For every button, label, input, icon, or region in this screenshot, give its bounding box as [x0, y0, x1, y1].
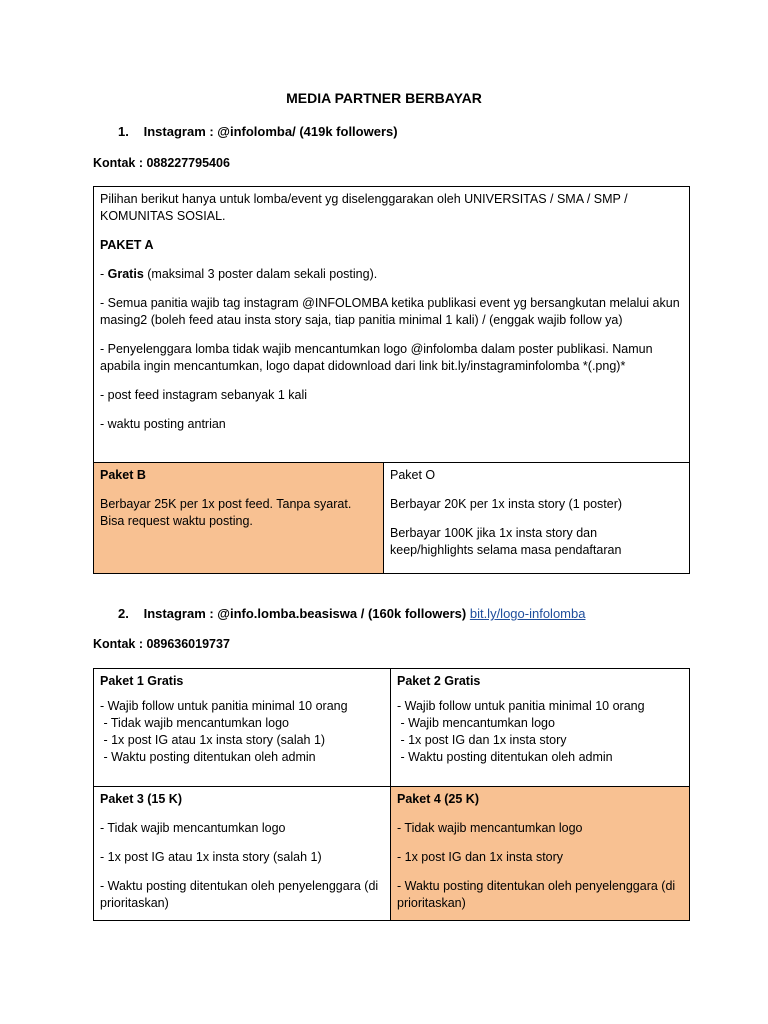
- paket-a-title: PAKET A: [100, 238, 154, 252]
- paket-2-item: - Wajib mencantumkan logo: [397, 716, 555, 730]
- section-1-kontak: Kontak : 088227795406: [93, 156, 230, 170]
- section-1-table: [93, 186, 690, 574]
- paket-a-item-gratis: - Gratis (maksimal 3 poster dalam sekali posting).: [100, 267, 378, 281]
- paket-b-cell: [94, 463, 384, 574]
- paket-4-cell: [391, 787, 690, 921]
- paket-1-item: - Waktu posting ditentukan oleh admin: [100, 750, 316, 764]
- paket-1-item: - 1x post IG atau 1x insta story (salah 1): [100, 733, 326, 747]
- paket-a-intro: Pilihan berikut hanya untuk lomba/event yg diselenggarakan oleh UNIVERSITAS / SMA / SMP / KOMUNITAS SOSIAL.: [100, 192, 628, 223]
- section-1-number: 1.: [118, 124, 129, 139]
- logo-infolomba-link[interactable]: bit.ly/logo-infolomba: [469, 606, 586, 621]
- paket-3-item: - Waktu posting ditentukan oleh penyelenggara (di prioritaskan): [100, 879, 379, 910]
- paket-3-title: Paket 3 (15 K): [100, 792, 182, 806]
- paket-3-cell: [94, 787, 391, 921]
- paket-1-cell: [94, 669, 391, 787]
- paket-2-item: - Waktu posting ditentukan oleh admin: [397, 750, 613, 764]
- paket-4-item: - Waktu posting ditentukan oleh penyelenggara (di prioritaskan): [397, 879, 676, 910]
- paket-3-item: - 1x post IG atau 1x insta story (salah 1): [100, 850, 322, 864]
- paket-1-title: Paket 1 Gratis: [100, 674, 184, 688]
- paket-2-item: - 1x post IG dan 1x insta story: [397, 733, 567, 747]
- paket-a-item-logo: - Penyelenggara lomba tidak wajib mencantumkan logo @infolomba dalam poster publikasi. Namun apabila ingin mencantumkan, logo dapat didownload dari link bit.ly/instagraminfolomba *(.png)*: [100, 342, 653, 373]
- section-2-heading: [118, 606, 585, 621]
- paket-3-item: - Tidak wajib mencantumkan logo: [100, 821, 286, 835]
- page-title: MEDIA PARTNER BERBAYAR: [286, 90, 482, 106]
- section-1-heading: [118, 124, 398, 139]
- section-2-number: 2.: [118, 606, 129, 621]
- section-1-title: Instagram : @infolomba/ (419k followers): [143, 124, 398, 139]
- paket-o-text-1: Berbayar 20K per 1x insta story (1 poster): [390, 497, 623, 511]
- paket-a-cell: [94, 187, 690, 463]
- paket-b-text: Berbayar 25K per 1x post feed. Tanpa syarat. Bisa request waktu posting.: [100, 497, 352, 528]
- paket-o-title: Paket O: [390, 468, 436, 482]
- paket-4-item: - 1x post IG dan 1x insta story: [397, 850, 564, 864]
- paket-2-item: - Wajib follow untuk panitia minimal 10 orang: [397, 699, 645, 713]
- paket-1-item: - Tidak wajib mencantumkan logo: [100, 716, 289, 730]
- paket-b-title: Paket B: [100, 468, 146, 482]
- paket-a-item-post-feed: - post feed instagram sebanyak 1 kali: [100, 388, 308, 402]
- section-2-kontak: Kontak : 089636019737: [93, 637, 230, 651]
- paket-a-item-tag: - Semua panitia wajib tag instagram @INFOLOMBA ketika publikasi event yg bersangkutan melalui akun masing2 (boleh feed atau insta story saja, tiap panitia minimal 1 kali) / (enggak wajib follow ya): [100, 296, 680, 327]
- paket-1-item: - Wajib follow untuk panitia minimal 10 orang: [100, 699, 348, 713]
- paket-2-title: Paket 2 Gratis: [397, 674, 481, 688]
- paket-4-title: Paket 4 (25 K): [397, 792, 479, 806]
- section-2-table: [93, 668, 690, 921]
- paket-o-cell: [384, 463, 690, 574]
- paket-4-item: - Tidak wajib mencantumkan logo: [397, 821, 583, 835]
- section-2-title: Instagram : @info.lomba.beasiswa / (160k followers): [143, 606, 470, 621]
- paket-a-item-waktu: - waktu posting antrian: [100, 417, 226, 431]
- paket-2-cell: [391, 669, 690, 787]
- paket-o-text-2: Berbayar 100K jika 1x insta story dan keep/highlights selama masa pendaftaran: [390, 526, 622, 557]
